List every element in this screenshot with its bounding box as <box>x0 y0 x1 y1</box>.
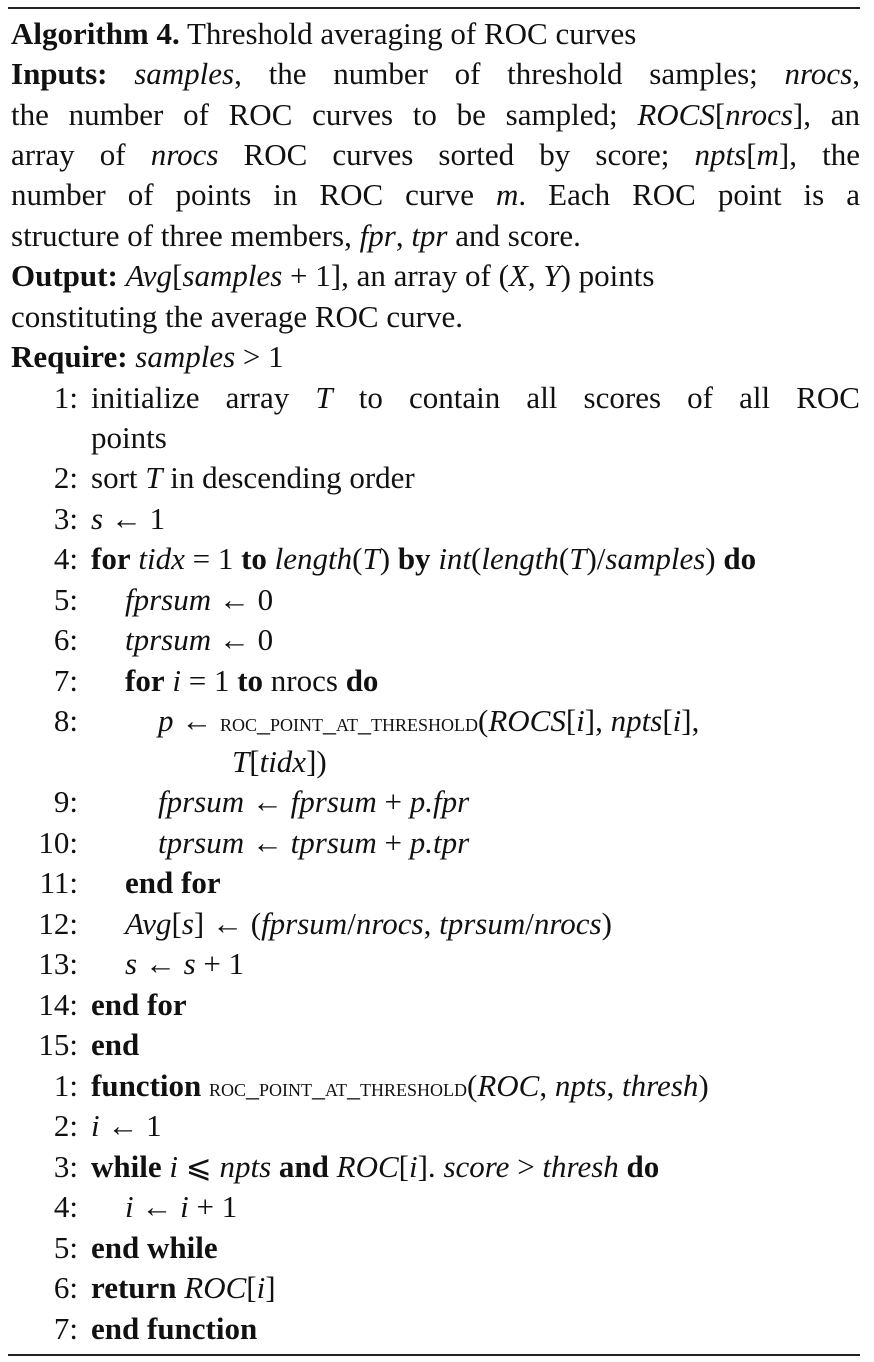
text-frag: , the number of threshold samples; <box>234 56 785 91</box>
line-code: s ← 1 <box>91 501 166 536</box>
line-code: end <box>91 1027 140 1062</box>
line-code: sort T in descending order <box>91 460 415 495</box>
line-number: 7: <box>53 1311 78 1346</box>
text-frag: , <box>395 218 412 253</box>
var-samples: samples <box>182 258 283 293</box>
output-label: Output: <box>11 258 118 293</box>
line-code: T[tidx]) <box>232 744 327 779</box>
top-rule <box>8 7 860 9</box>
line-number: 9: <box>53 784 78 819</box>
text-frag: ROC curves sorted by score; <box>218 137 695 172</box>
line-code: i ← i + 1 <box>125 1189 238 1224</box>
line-code: for i = 1 to nrocs do <box>125 663 379 698</box>
var-avg: Avg <box>125 258 173 293</box>
line-code: return ROC[i] <box>91 1270 276 1305</box>
line-number: 7: <box>53 663 78 698</box>
line-code: points <box>91 420 167 455</box>
line-code: fprsum ← fprsum + p.fpr <box>158 784 470 819</box>
text-frag: > 1 <box>235 339 284 374</box>
inputs-line-1 <box>11 54 860 94</box>
line-code: tprsum ← 0 <box>125 622 274 657</box>
line-number: 6: <box>53 622 78 657</box>
line-number: 4: <box>53 1189 78 1224</box>
line-number: 1: <box>53 380 78 415</box>
text-frag: the number of ROC curves to be sampled; <box>11 97 638 132</box>
line-number: 1: <box>53 1068 78 1103</box>
text-frag: number of points in ROC curve <box>11 177 496 212</box>
line-number: 3: <box>53 501 78 536</box>
line-code: Avg[s] ← (fprsum/nrocs, tprsum/nrocs) <box>125 906 612 941</box>
var-x: X <box>508 258 528 293</box>
algorithm-title-line <box>11 14 636 54</box>
inputs-line-3 <box>11 135 860 175</box>
line-number: 2: <box>53 1108 78 1143</box>
var-nrocs: nrocs <box>725 97 793 132</box>
algorithm-label: Algorithm 4. <box>11 16 180 51</box>
line-number: 12: <box>38 906 78 941</box>
line-number: 2: <box>53 460 78 495</box>
algo-line-1 <box>0 378 874 418</box>
inputs-line-2 <box>11 95 860 135</box>
text-frag: ], an <box>792 97 860 132</box>
text-frag: [ <box>714 97 726 132</box>
text-frag: , <box>852 56 861 91</box>
inputs-line-5 <box>11 216 581 256</box>
var-nrocs: nrocs <box>784 56 853 91</box>
text-frag: array of <box>11 137 151 172</box>
line-number: 5: <box>53 582 78 617</box>
line-code: initialize array T to contain all scores of all ROC <box>91 380 860 415</box>
line-code: i ← 1 <box>91 1108 162 1143</box>
text-frag: + 1], an array of ( <box>282 258 509 293</box>
require-line <box>11 337 284 377</box>
var-fpr: fpr <box>359 218 396 253</box>
inputs-line-4 <box>11 175 860 215</box>
var-samples: samples <box>135 339 236 374</box>
line-code: end while <box>91 1230 218 1265</box>
text-frag: ], the <box>778 137 860 172</box>
line-code: end for <box>125 865 221 900</box>
bottom-rule <box>8 1354 860 1356</box>
line-code: s ← s + 1 <box>125 946 245 981</box>
line-code: function roc_point_at_threshold(ROC, npts, thresh) <box>91 1068 709 1103</box>
line-code: end function <box>91 1311 258 1346</box>
line-number: 8: <box>53 703 78 738</box>
var-y: Y <box>543 258 561 293</box>
var-npts: npts <box>694 137 747 172</box>
line-number: 6: <box>53 1270 78 1305</box>
line-number: 10: <box>38 825 78 860</box>
line-number: 13: <box>38 946 78 981</box>
algorithm-title: Threshold averaging of ROC curves <box>186 16 637 51</box>
var-samples: samples <box>134 56 235 91</box>
line-number: 5: <box>53 1230 78 1265</box>
line-code: p ← roc_point_at_threshold(ROCS[i], npts[i], <box>158 703 700 738</box>
line-code: tprsum ← tprsum + p.tpr <box>158 825 470 860</box>
line-number: 15: <box>38 1027 78 1062</box>
text-frag: [ <box>746 137 757 172</box>
var-m: m <box>756 137 779 172</box>
line-number: 4: <box>53 541 78 576</box>
line-code: fprsum ← 0 <box>125 582 274 617</box>
line-number: 3: <box>53 1149 78 1184</box>
text-frag: . Each ROC point is a <box>518 177 860 212</box>
line-number: 11: <box>39 865 78 900</box>
require-label: Require: <box>11 339 128 374</box>
line-code: for tidx = 1 to length(T) by int(length(T)/samples) do <box>91 541 757 576</box>
var-m: m <box>496 177 519 212</box>
inputs-label: Inputs: <box>11 56 108 91</box>
text-frag: [ <box>172 258 183 293</box>
text-frag: constituting the average ROC curve. <box>11 299 463 334</box>
var-nrocs: nrocs <box>150 137 219 172</box>
text-frag: ) points <box>560 258 655 293</box>
output-line-2 <box>11 297 463 337</box>
line-code: end for <box>91 987 187 1022</box>
text-frag: structure of three members, <box>11 218 360 253</box>
var-rocs: ROCS <box>637 97 715 132</box>
text-frag: , <box>527 258 544 293</box>
output-line-1 <box>11 256 654 296</box>
var-tpr: tpr <box>411 218 448 253</box>
line-code: while i ⩽ npts and ROC[i]. score > thresh do <box>91 1149 660 1184</box>
text-frag: and score. <box>447 218 581 253</box>
line-number: 14: <box>38 987 78 1022</box>
